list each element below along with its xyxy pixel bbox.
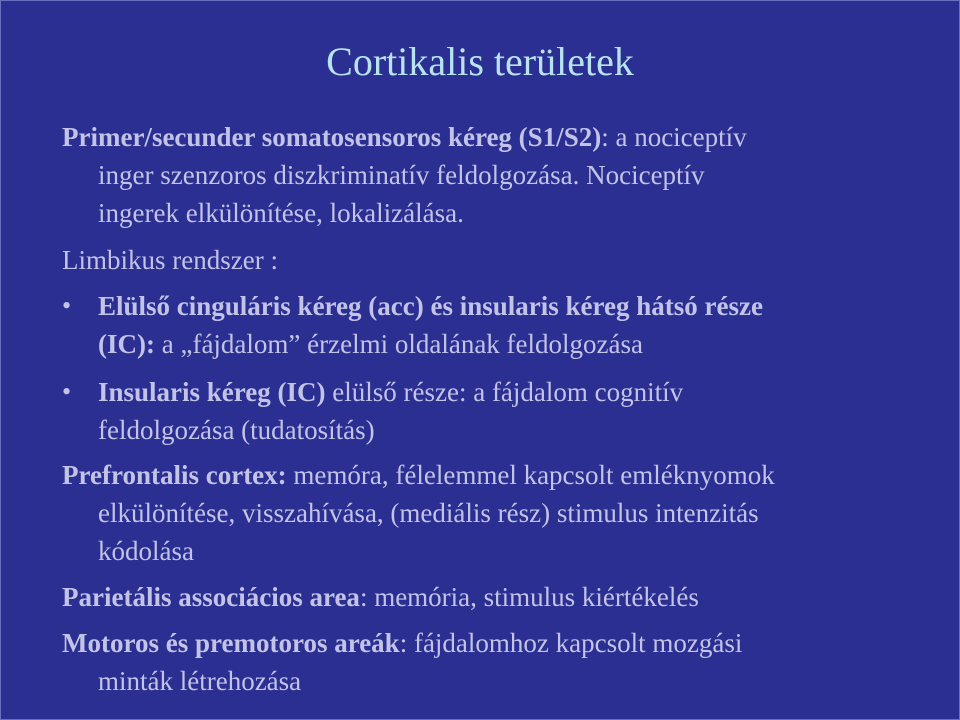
paragraph-motor [62, 624, 742, 700]
paragraph-somatosensory [62, 118, 747, 232]
paragraph-prefrontal [62, 456, 775, 570]
acc-term: Elülső cinguláris kéreg (acc) és insularis kéreg hátsó része [98, 291, 763, 321]
somatosensory-desc-1: : a nociceptív [601, 122, 747, 152]
insula-desc-1: elülső része: a fájdalom cognitív [325, 377, 684, 407]
somatosensory-desc-3: ingerek elkülönítése, lokalizálása. [98, 198, 464, 228]
parietal-desc: : memória, stimulus kiértékelés [359, 582, 699, 612]
motor-desc-1: : fájdalomhoz kapcsolt mozgási [399, 628, 743, 658]
motor-desc-2: minták létrehozása [98, 666, 302, 696]
paragraph-parietal [62, 578, 699, 616]
bullet-dot-1: • [62, 291, 72, 320]
insula-desc-2: feldolgozása (tudatosítás) [98, 415, 375, 445]
bullet-insula-anterior [98, 373, 683, 449]
bullet-acc-insula [98, 287, 763, 363]
somatosensory-term: Primer/secunder somatosensoros kéreg (S1/S2) [62, 122, 602, 152]
slide-title: Cortikalis területek [326, 39, 634, 84]
insula-term: Insularis kéreg (IC) [98, 377, 326, 407]
motor-term: Motoros és premotoros areák [62, 628, 400, 658]
acc-desc: a „fájdalom” érzelmi oldalának feldolgozása [154, 329, 643, 359]
prefrontal-desc-2: elkülönítése, visszahívása, (mediális rész) stimulus intenzitás [98, 498, 759, 528]
limbic-heading: Limbikus rendszer : [62, 245, 278, 275]
parietal-term: Parietális associácios area [62, 582, 360, 612]
ic-term: (IC): [98, 329, 155, 359]
prefrontal-term: Prefrontalis cortex: [62, 460, 287, 490]
somatosensory-desc-2: inger szenzoros diszkriminatív feldolgozása. Nociceptív [98, 160, 705, 190]
prefrontal-desc-3: kódolása [98, 536, 194, 566]
prefrontal-desc-1: memóra, félelemmel kapcsolt emléknyomok [286, 460, 775, 490]
bullet-dot-2: • [62, 377, 72, 406]
